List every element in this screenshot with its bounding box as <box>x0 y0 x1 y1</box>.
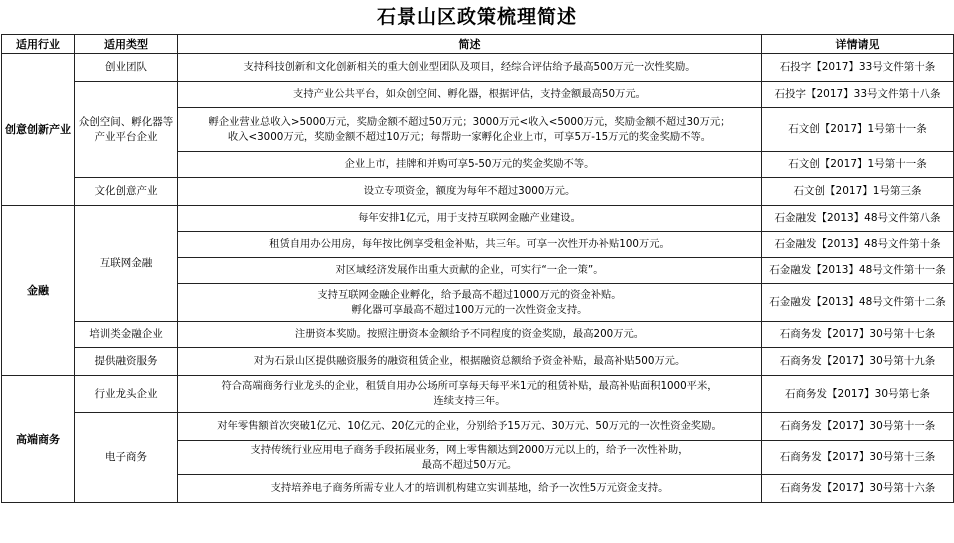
summary-cell <box>178 152 762 178</box>
summary-cell <box>178 178 762 206</box>
summary-cell <box>178 108 762 152</box>
summary-cell <box>178 54 762 82</box>
detail-reference-cell: 石金融发【2013】48号文件第十二条 <box>762 284 954 322</box>
type-cell: 提供融资服务 <box>75 348 178 376</box>
summary-line: 每年安排1亿元，用于支持互联网金融产业建设。 <box>358 212 581 224</box>
summary-line: 最高不超过50万元。 <box>421 458 518 471</box>
table-header-row <box>2 35 954 54</box>
table-row <box>2 82 954 108</box>
summary-line: 符合高端商务行业龙头的企业，租赁自用办公场所可享每天每平米1元的租赁补贴，最高补贴面积1000平米， <box>221 380 718 392</box>
summary-line: 对年零售额首次突破1亿元、10亿元、20亿元的企业，分别给予15万元、30万元、50万元的一次性资金奖励。 <box>217 420 722 432</box>
detail-reference-cell: 石商务发【2017】30号第十三条 <box>762 441 954 475</box>
table-row <box>2 376 954 413</box>
industry-cell: 创意创新产业 <box>2 54 75 206</box>
summary-cell <box>178 82 762 108</box>
table-row <box>2 178 954 206</box>
summary-cell <box>178 232 762 258</box>
table-body <box>2 54 954 503</box>
summary-cell <box>178 284 762 322</box>
type-cell: 互联网金融 <box>75 206 178 322</box>
header-detail: 详情请见 <box>762 35 954 54</box>
summary-line: 支持科技创新和文化创新相关的重大创业型团队及项目，经综合评估给予最高500万元一次性奖励。 <box>243 61 696 73</box>
detail-reference-cell: 石文创【2017】1号第十一条 <box>762 152 954 178</box>
detail-reference-cell: 石金融发【2013】48号文件第八条 <box>762 206 954 232</box>
type-cell: 电子商务 <box>75 413 178 503</box>
table-row <box>2 54 954 82</box>
detail-reference-cell: 石投字【2017】33号文件第十八条 <box>762 82 954 108</box>
summary-line: 租赁自用办公用房，每年按比例享受租金补贴，共三年。可享一次性开办补贴100万元。 <box>269 238 670 250</box>
table-row <box>2 322 954 348</box>
summary-line: 支持传统行业应用电子商务手段拓展业务，网上零售额达到2000万元以上的，给予一次性补助， <box>250 443 689 456</box>
type-cell: 众创空间、孵化器等产业平台企业 <box>75 82 178 178</box>
detail-reference-cell: 石商务发【2017】30号第十一条 <box>762 413 954 441</box>
detail-reference-cell: 石商务发【2017】30号第十九条 <box>762 348 954 376</box>
detail-reference-cell: 石金融发【2013】48号文件第十一条 <box>762 258 954 284</box>
summary-line: 支持产业公共平台，如众创空间、孵化器，根据评估，支持金额最高50万元。 <box>293 88 646 100</box>
detail-reference-cell: 石商务发【2017】30号第七条 <box>762 376 954 413</box>
header-industry: 适用行业 <box>2 35 75 54</box>
type-cell: 创业团队 <box>75 54 178 82</box>
summary-line: 支持培养电子商务所需专业人才的培训机构建立实训基地，给予一次性5万元资金支持。 <box>270 482 669 494</box>
header-summary: 简述 <box>178 35 762 54</box>
header-type: 适用类型 <box>75 35 178 54</box>
summary-cell <box>178 475 762 503</box>
summary-cell <box>178 413 762 441</box>
table-row <box>2 348 954 376</box>
type-cell: 文化创意产业 <box>75 178 178 206</box>
policy-table <box>1 34 954 503</box>
detail-reference-cell: 石商务发【2017】30号第十六条 <box>762 475 954 503</box>
industry-cell: 高端商务 <box>2 376 75 503</box>
type-cell: 培训类金融企业 <box>75 322 178 348</box>
summary-line: 连续支持三年。 <box>433 395 506 407</box>
summary-line: 企业上市，挂牌和并购可享5-50万元的奖金奖励不等。 <box>344 158 595 170</box>
summary-line: 收入<3000万元，奖励金额不超过10万元；每帮助一家孵化企业上市，可享5万-15万元的奖金奖励不等。 <box>227 130 712 143</box>
summary-line: 孵企业营业总收入>5000万元，奖励金额不超过50万元；3000万元<收入<5000万元，奖励金额不超过30万元； <box>208 115 731 128</box>
summary-cell <box>178 441 762 475</box>
summary-line: 对区域经济发展作出重大贡献的企业，可实行“一企一策”。 <box>335 264 604 276</box>
summary-cell <box>178 258 762 284</box>
detail-reference-cell: 石投字【2017】33号文件第十条 <box>762 54 954 82</box>
detail-reference-cell: 石商务发【2017】30号第十七条 <box>762 322 954 348</box>
table-row <box>2 413 954 441</box>
summary-line: 孵化器可享最高不超过100万元的一次性资金支持。 <box>351 303 588 316</box>
summary-line: 注册资本奖励。按照注册资本金额给予不同程度的资金奖励，最高200万元。 <box>294 328 645 340</box>
summary-cell <box>178 206 762 232</box>
table-row <box>2 206 954 232</box>
page-title: 石景山区政策梳理简述 <box>376 6 577 28</box>
industry-cell: 金融 <box>2 206 75 376</box>
detail-reference-cell: 石金融发【2013】48号文件第十条 <box>762 232 954 258</box>
summary-line: 对为石景山区提供融资服务的融资租赁企业，根据融资总额给予资金补贴，最高补贴500万元。 <box>253 355 686 367</box>
summary-line: 支持互联网金融企业孵化，给予最高不超过1000万元的资金补贴。 <box>317 288 622 301</box>
summary-cell <box>178 376 762 413</box>
detail-reference-cell: 石文创【2017】1号第三条 <box>762 178 954 206</box>
type-cell: 行业龙头企业 <box>75 376 178 413</box>
detail-reference-cell: 石文创【2017】1号第十一条 <box>762 108 954 152</box>
summary-cell <box>178 322 762 348</box>
summary-line: 设立专项资金，额度为每年不超过3000万元。 <box>363 185 576 197</box>
summary-cell <box>178 348 762 376</box>
